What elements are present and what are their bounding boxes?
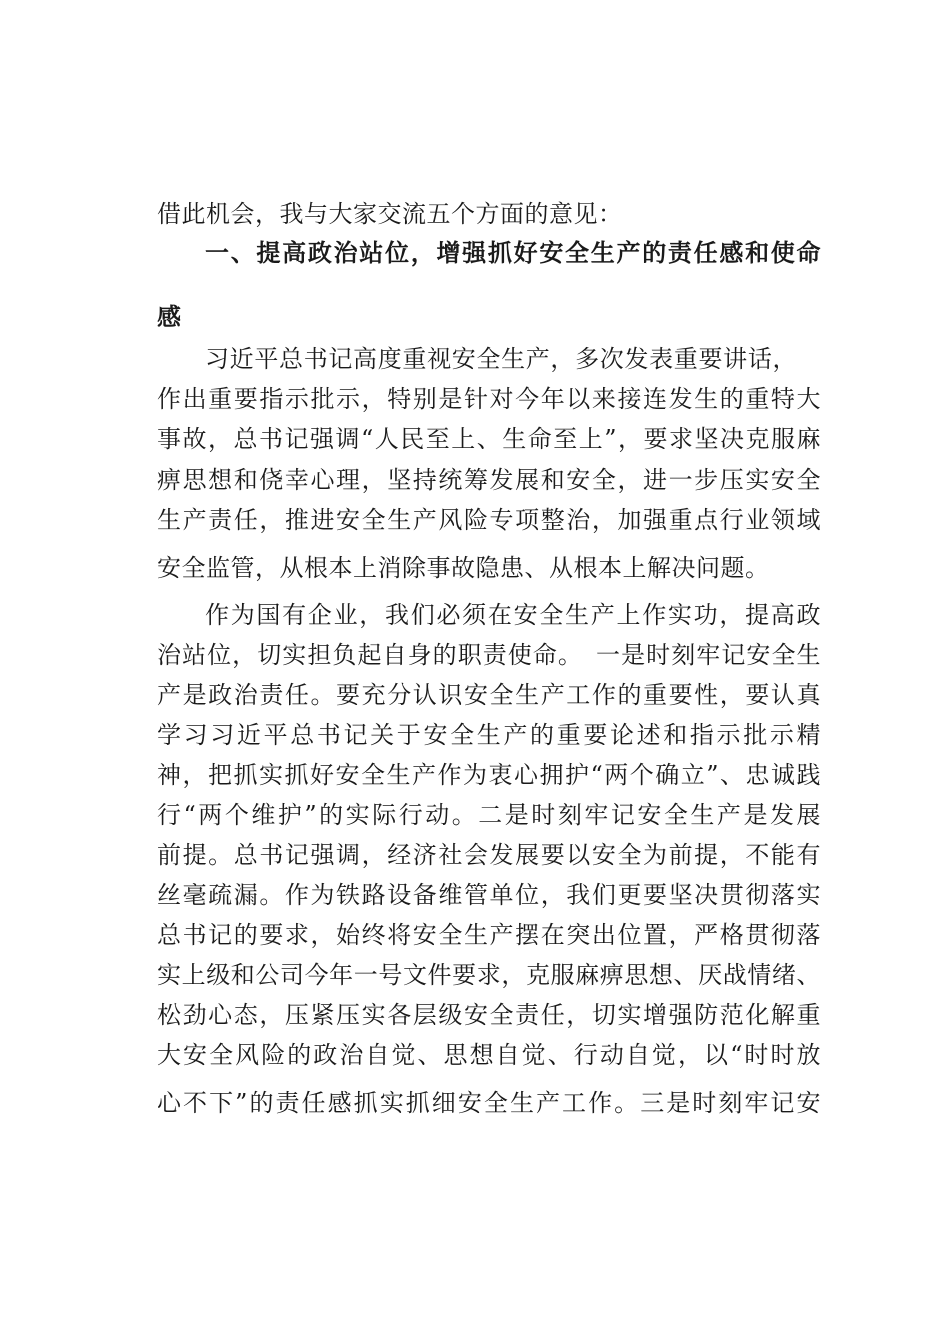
paragraph-2-line: 学习习近平总书记关于安全生产的重要论述和指示批示精	[157, 721, 821, 749]
paragraph-1-line: 生产责任，推进安全生产风险专项整治，加强重点行业领域	[157, 506, 821, 534]
paragraph-1-line: 作出重要指示批示，特别是针对今年以来接连发生的重特大	[157, 385, 821, 413]
paragraph-1-line: 痹思想和侥幸心理，坚持统筹发展和安全，进一步压实安全	[157, 466, 821, 494]
paragraph-2-line: 神，把抓实抓好安全生产作为衷心拥护“两个确立”、忠诚践	[157, 761, 821, 789]
paragraph-2-line: 产是政治责任。要充分认识安全生产工作的重要性，要认真	[157, 681, 821, 709]
intro-line: 借此机会，我与大家交流五个方面的意见：	[157, 200, 623, 228]
paragraph-2-line: 松劲心态，压紧压实各层级安全责任，切实增强防范化解重	[157, 1001, 821, 1029]
paragraph-1-line: 习近平总书记高度重视安全生产，多次发表重要讲话，	[205, 345, 797, 373]
paragraph-2-line: 作为国有企业，我们必须在安全生产上作实功，提高政	[205, 601, 821, 629]
paragraph-2-line: 实上级和公司今年一号文件要求，克服麻痹思想、厌战情绪、	[157, 961, 821, 989]
paragraph-1-line: 安全监管，从根本上消除事故隐患、从根本上解决问题。	[157, 554, 770, 582]
paragraph-2-line: 丝毫疏漏。作为铁路设备维管单位，我们更要坚决贯彻落实	[157, 881, 821, 909]
paragraph-2-line: 治站位，切实担负起自身的职责使命。 一是时刻牢记安全生	[157, 641, 821, 669]
paragraph-1-line: 事故，总书记强调“人民至上、生命至上”，要求坚决克服麻	[157, 425, 821, 453]
paragraph-2-line: 行“两个维护”的实际行动。二是时刻牢记安全生产是发展	[157, 801, 821, 829]
paragraph-2-line: 前提。总书记强调，经济社会发展要以安全为前提，不能有	[157, 841, 821, 869]
paragraph-2-line: 大安全风险的政治自觉、思想自觉、行动自觉，以“时时放	[157, 1041, 821, 1069]
paragraph-2-line: 心不下”的责任感抓实抓细安全生产工作。三是时刻牢记安	[157, 1089, 821, 1117]
paragraph-2-line: 总书记的要求，始终将安全生产摆在突出位置，严格贯彻落	[157, 921, 821, 949]
section-heading-line-1: 一、提高政治站位，增强抓好安全生产的责任感和使命	[205, 239, 821, 267]
section-heading-line-2: 感	[157, 303, 182, 331]
